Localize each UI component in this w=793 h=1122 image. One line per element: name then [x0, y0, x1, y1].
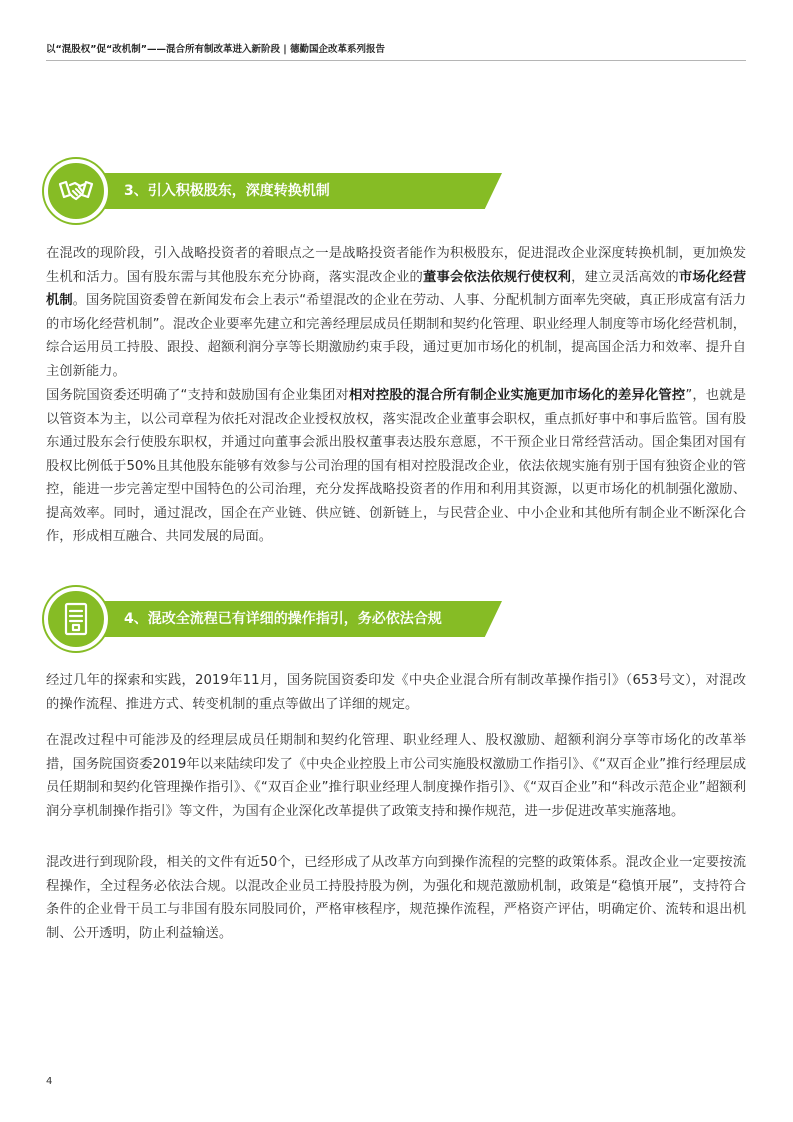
- section-title: 4、混改全流程已有详细的操作指引，务必依法合规: [124, 611, 442, 627]
- paragraph: [46, 669, 746, 716]
- running-header: 以“混股权”促“改机制”——混合所有制改革进入新阶段 | 德勤国企改革系列报告: [46, 44, 386, 55]
- text-run: 在混改过程中可能涉及的经理层成员任期制和契约化管理、职业经理人、股权激励、超额利润分享等市场化的改革举措，国务院国资委2019年以来陆续印发了《中央企业控股上市公司实施股权激励工作指引》、《“双百企业”推行经理层成员任期制和契约化管理操作指引》、《“双百企业”推行职业经理人制度操作指引》、《“双百企业”和“科改示范企业”超额利润分享机制操作指引》等文件，为国有企业深化改革提供了政策支持和操作规范，进一步促进改革实施落地。: [46, 733, 746, 819]
- section-banner-3: [44, 163, 514, 231]
- text-run: 经过几年的探索和实践，2019年11月，国务院国资委印发《中央企业混合所有制改革操作指引》（653号文），对混改的操作流程、推进方式、转变机制的重点等做出了详细的规定。: [46, 673, 746, 712]
- text-run: 国务院国资委还明确了“支持和鼓励国有企业集团对: [46, 388, 349, 403]
- section-title: 3、引入积极股东，深度转换机制: [124, 183, 330, 199]
- text-run: 混改进行到现阶段，相关的文件有近50个，已经形成了从改革方向到操作流程的完整的政策体系。混改企业一定要按流程操作，全过程务必依法合规。以混改企业员工持股持股为例，为强化和规范激励机制，政策是“稳慎开展”，支持符合条件的企业骨干员工与非国有股东同股同价，严格审核程序，规范操作流程，严格资产评估，明确定价、流转和退出机制、公开透明，防止利益输送。: [46, 855, 746, 941]
- text-run: 在混改的现阶段，引入战略投资者的着眼点之一是战略投资者能作为积极股东，促进混改企业深度转换机制，更加焕发生机和活力。国有股东需与其他股东充分协商，落实混改企业的: [46, 246, 746, 285]
- bold-phrase: 市场化经营机制: [46, 269, 747, 308]
- text-run: 。国务院国资委曾在新闻发布会上表示“希望混改的企业在劳动、人事、分配机制方面率先突破，真正形成富有活力的市场化经营机制”。混改企业要率先建立和完善经理层成员任期制和契约化管理、职业经理人制度等市场化经营机制，综合运用员工持股、跟投、超额利润分享等长期激励约束手段，通过更加市场化的机制，提高国企活力和效率、提升自主创新能力。: [46, 293, 747, 379]
- header-divider: [46, 60, 746, 61]
- paragraph: [46, 242, 746, 383]
- document-icon: [58, 601, 94, 637]
- paragraph: [46, 851, 746, 945]
- handshake-icon: [58, 173, 94, 209]
- text-run: ”，也就是以管资本为主，以公司章程为依托对混改企业授权放权，落实混改企业董事会职权，重点抓好事中和事后监管。国有股东通过股东会行使股东职权，并通过向董事会派出股权董事表达股东意愿，不干预企业日常经营活动。国企集团对国有股权比例低于50%且其他股东能够有效参与公司治理的国有相对控股混改企业，依法依规实施有别于国有独资企业的管控，能进一步完善定型中国特色的公司治理，充分发挥战略投资者的作用和利用其资源，以更市场化的机制强化激励、提高效率。同时，通过混改，国企在产业链、供应链、创新链上，与民营企业、中小企业和其他所有制企业不断深化合作，形成相互融合、共同发展的局面。: [46, 388, 747, 544]
- paragraph: [46, 384, 746, 549]
- bold-phrase: 董事会依法依规行使权利: [423, 269, 572, 285]
- section-banner-4: [44, 591, 514, 659]
- text-run: ，建立灵活高效的: [571, 269, 679, 285]
- section-icon-badge: [44, 587, 108, 651]
- page-number: 4: [46, 1076, 53, 1087]
- paragraph: [46, 729, 746, 823]
- section-icon-badge: [44, 159, 108, 223]
- bold-phrase: 相对控股的混合所有制企业实施更加市场化的差异化管控: [349, 388, 686, 403]
